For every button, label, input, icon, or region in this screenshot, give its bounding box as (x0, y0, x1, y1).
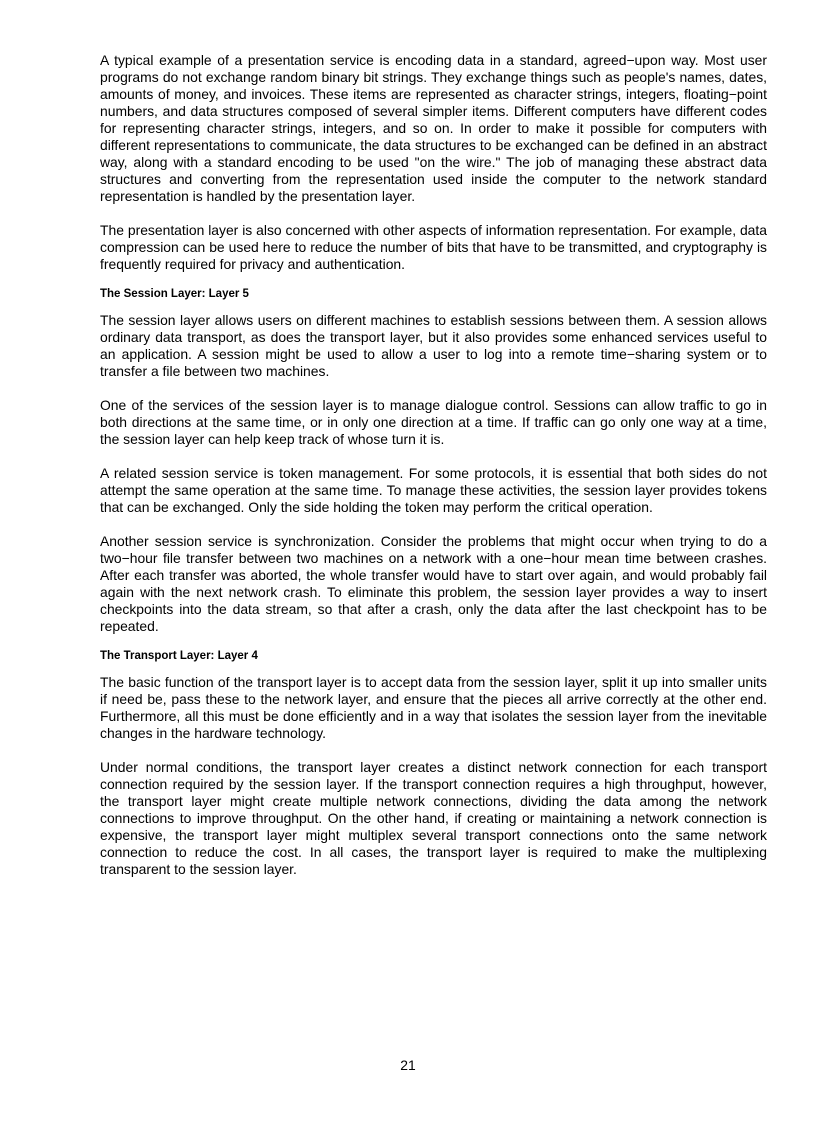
page-number: 21 (400, 1057, 416, 1073)
paragraph-presentation-encoding: A typical example of a presentation service is encoding data in a standard, agreed−upon way. Most user programs do not exchange random binary bit strings. They exchange things such as people's names, dates, amounts of money, and invoices. These items are represented as character strings, integers, floating−point numbers, and data structures composed of several simpler items. Different computers have different codes for representing character strings, integers, and so on. In order to make it possible for computers with different representations to communicate, the data structures to be exchanged can be defined in an abstract way, along with a standard encoding to be used "on the wire." The job of managing these abstract data structures and converting from the representation used inside the computer to the network standard representation is handled by the presentation layer. (100, 52, 767, 204)
heading-gap (100, 663, 767, 674)
paragraph-session-token: A related session service is token management. For some protocols, it is essential that both sides do not attempt the same operation at the same time. To manage these activities, the session layer provides tokens that can be exchanged. Only the side holding the token may perform the critical operation. (100, 465, 767, 515)
paragraph-session-sync: Another session service is synchronization. Consider the problems that might occur when trying to do a two−hour file transfer between two machines on a network with a one−hour mean time between crashes. After each transfer was aborted, the whole transfer would have to start over again, and would probably fail again with the next network crash. To eliminate this problem, the session layer provides a way to insert checkpoints into the data stream, so that after a crash, only the data after the last checkpoint has to be repeated. (100, 533, 767, 634)
paragraph-gap (100, 205, 767, 222)
heading-transport-layer: The Transport Layer: Layer 4 (100, 650, 258, 662)
paragraph-session-dialogue: One of the services of the session layer is to manage dialogue control. Sessions can allow traffic to go in both directions at the same time, or in only one direction at a time. If traffic can go only one way at a time, the session layer can help keep track of whose turn it is. (100, 397, 767, 447)
section-gap (100, 273, 767, 287)
paragraph-gap (100, 516, 767, 533)
paragraph-gap (100, 742, 767, 759)
document-page (100, 52, 767, 878)
heading-gap (100, 301, 767, 312)
paragraph-presentation-other: The presentation layer is also concerned with other aspects of information representation. For example, data compression can be used here to reduce the number of bits that have to be transmitted, and cryptography is frequently required for privacy and authentication. (100, 222, 767, 272)
section-gap (100, 635, 767, 649)
paragraph-session-intro: The session layer allows users on different machines to establish sessions between them. A session allows ordinary data transport, as does the transport layer, but it also provides some enhanced services useful to an application. A session might be used to allow a user to log into a remote time−sharing system or to transfer a file between two machines. (100, 312, 767, 379)
heading-session-layer: The Session Layer: Layer 5 (100, 288, 249, 300)
paragraph-transport-intro: The basic function of the transport layer is to accept data from the session layer, split it up into smaller units if need be, pass these to the network layer, and ensure that the pieces all arrive correctly at the other end. Furthermore, all this must be done efficiently and in a way that isolates the session layer from the inevitable changes in the hardware technology. (100, 674, 767, 741)
paragraph-gap (100, 380, 767, 397)
paragraph-gap (100, 448, 767, 465)
paragraph-transport-connections: Under normal conditions, the transport layer creates a distinct network connection for each transport connection required by the session layer. If the transport connection requires a high throughput, however, the transport layer might create multiple network connections, dividing the data among the network connections to improve throughput. On the other hand, if creating or maintaining a network connection is expensive, the transport layer might multiplex several transport connections onto the same network connection to reduce the cost. In all cases, the transport layer is required to make the multiplexing transparent to the session layer. (100, 759, 767, 877)
